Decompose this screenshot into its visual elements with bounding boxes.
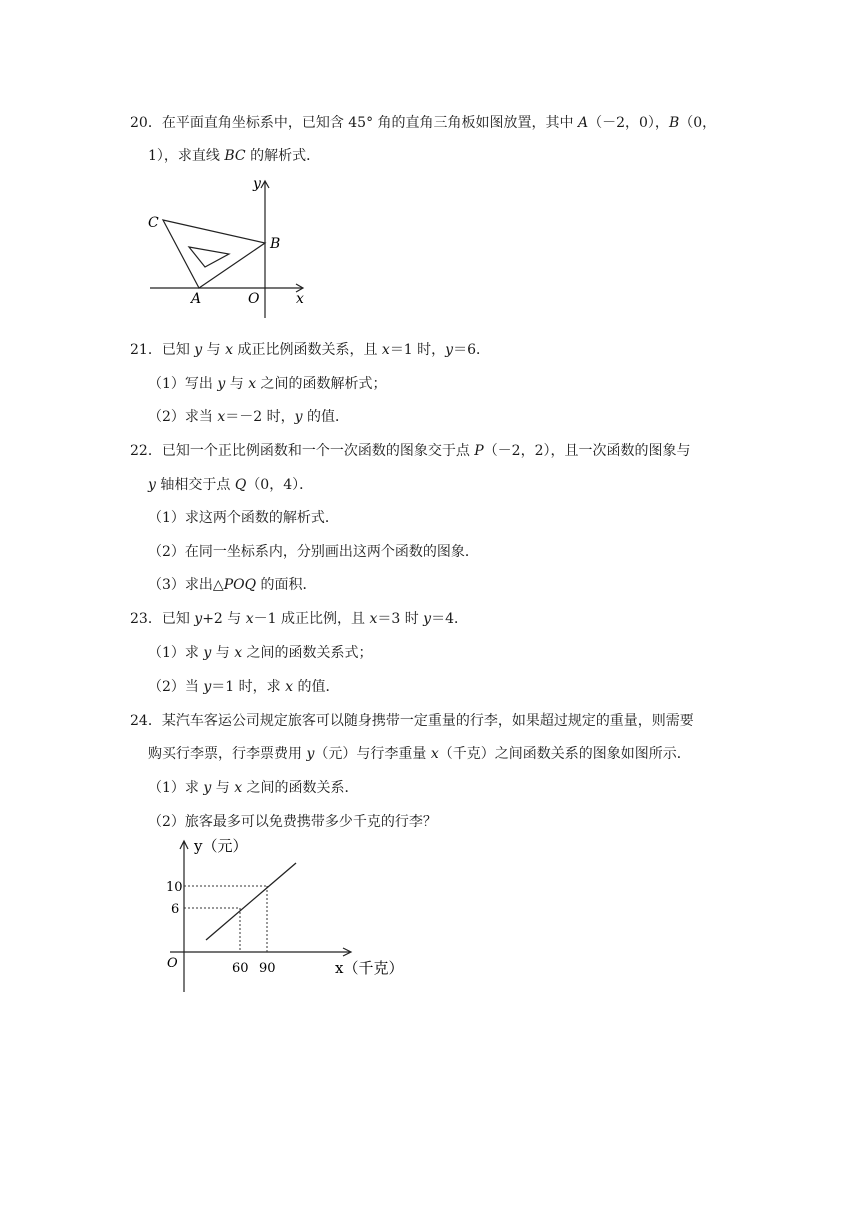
point-q-label: Q <box>234 477 247 493</box>
point-p-label: P <box>474 443 484 459</box>
q22-text-c: 轴相交于点 <box>155 477 235 493</box>
q20-text-2b: 的解析式． <box>245 148 321 164</box>
origin-label: O <box>167 956 178 971</box>
var-x: x <box>369 611 378 627</box>
q22-text-a: 22．已知一个正比例函数和一个一次函数的图象交于点 <box>130 443 475 459</box>
x-axis-label: x（千克） <box>335 959 404 977</box>
var-y: y <box>194 342 203 358</box>
q21-sub2-a: （2）求当 <box>148 409 218 425</box>
q23-sub1-a: （1）求 <box>148 645 204 661</box>
q24-line1: 24．某汽车客运公司规定旅客可以随身携带一定重量的行李，如果超过规定的重量，则需要 <box>130 713 694 729</box>
fig20-label-y: y <box>253 176 261 192</box>
y-tick-10: 10 <box>166 880 183 895</box>
var-x: x <box>225 342 233 358</box>
q22-sub3 <box>148 574 317 594</box>
var-x: x <box>245 611 254 627</box>
var-x: x <box>234 645 243 661</box>
q23-sub2-b: ＝1 时，求 <box>211 679 286 695</box>
inner-triangle <box>189 247 229 267</box>
q24-sub1-c: 之间的函数关系． <box>242 780 359 796</box>
q21-text-d: ＝1 时， <box>389 342 446 358</box>
var-x: x <box>381 342 390 358</box>
var-y: y <box>148 477 156 493</box>
fig20-label-b: B <box>270 236 281 252</box>
q22-line1 <box>130 440 691 460</box>
point-b-label: B <box>668 115 680 131</box>
q21-text-e: ＝6． <box>453 342 491 358</box>
point-b-coords: （0， <box>679 115 717 131</box>
q24-sub1-a: （1）求 <box>148 780 204 796</box>
q23-sub2-a: （2）当 <box>148 679 204 695</box>
q23-sub2-c: 的值． <box>293 679 340 695</box>
q23-text-a: 23．已知 <box>130 611 195 627</box>
q20-triangle-figure <box>140 170 320 322</box>
var-y: y <box>423 611 432 627</box>
q22-sub1: （1）求这两个函数的解析式． <box>148 510 339 526</box>
y-tick-6: 6 <box>171 902 180 917</box>
fig20-label-x: x <box>296 291 304 307</box>
var-y: y <box>203 679 212 695</box>
triangle-poq-label: POQ <box>223 577 257 593</box>
function-line <box>206 863 296 940</box>
var-y: y <box>194 611 203 627</box>
q23-line1 <box>130 608 468 628</box>
q22-sub3-b: 的面积． <box>256 577 317 593</box>
q23-sub1-c: 之间的函数关系式； <box>242 645 373 661</box>
q20-text: 20．在平面直角坐标系中，已知含 45° 角的直角三角板如图放置，其中 <box>130 115 578 131</box>
q24-text-c: （千克）之间函数关系的图象如图所示． <box>438 746 691 762</box>
q24-sub1-b: 与 <box>211 780 235 796</box>
q24-luggage-graph <box>160 832 420 998</box>
q22-text-d: （0，4）． <box>246 477 314 493</box>
q21-sub1-b: 与 <box>225 376 249 392</box>
q23-text-d: ＝3 时 <box>377 611 424 627</box>
var-x: x <box>248 376 257 392</box>
q24-text-a: 购买行李票，行李票费用 <box>148 746 307 762</box>
q22-line2 <box>148 474 313 494</box>
q23-sub1-b: 与 <box>211 645 235 661</box>
fig20-label-a: A <box>191 291 202 307</box>
q21-text-c: 成正比例函数关系，且 <box>233 342 382 358</box>
q23-text-e: ＝4． <box>431 611 469 627</box>
var-y: y <box>203 780 212 796</box>
q21-sub2-b: ＝－2 时， <box>225 409 295 425</box>
q21-sub1 <box>148 373 387 393</box>
x-tick-60: 60 <box>232 961 249 976</box>
var-x: x <box>217 409 226 425</box>
q24-line2 <box>148 743 691 763</box>
point-a-coords: （－2，0）， <box>588 115 669 131</box>
q21-sub1-a: （1）写出 <box>148 376 218 392</box>
q21-text-a: 21．已知 <box>130 342 195 358</box>
outer-triangle <box>163 220 265 288</box>
q20-text-2a: 1），求直线 <box>148 148 225 164</box>
point-a-label: A <box>577 115 589 131</box>
var-y: y <box>445 342 454 358</box>
fig20-label-c: C <box>148 215 159 231</box>
var-x: x <box>285 679 293 695</box>
line-bc-label: BC <box>224 148 246 164</box>
q21-sub2-c: 的值． <box>302 409 349 425</box>
q22-sub3-a: （3）求出△ <box>148 577 224 593</box>
q23-sub1 <box>148 642 373 662</box>
q24-sub2: （2）旅客最多可以免费携带多少千克的行李？ <box>148 814 437 830</box>
q21-sub1-c: 之间的函数解析式； <box>256 376 387 392</box>
q24-sub1 <box>148 777 359 797</box>
q22-sub2: （2）在同一坐标系内，分别画出这两个函数的图象． <box>148 544 479 560</box>
q23-sub2 <box>148 676 339 696</box>
q20-line2 <box>148 145 320 165</box>
q22-text-b: （－2，2），且一次函数的图象与 <box>483 443 691 459</box>
var-x: x <box>234 780 243 796</box>
q23-text-b: +2 与 <box>202 611 246 627</box>
x-tick-90: 90 <box>259 961 276 976</box>
fig20-label-o: O <box>248 291 260 307</box>
q21-sub2 <box>148 406 349 426</box>
q24-text-b: （元）与行李重量 <box>314 746 431 762</box>
q23-text-c: －1 成正比例，且 <box>253 611 370 627</box>
q21-text-b: 与 <box>202 342 226 358</box>
var-y: y <box>203 645 212 661</box>
q20-line1 <box>130 112 716 132</box>
y-axis-label: y（元） <box>194 837 248 855</box>
var-y: y <box>217 376 226 392</box>
var-x: x <box>430 746 439 762</box>
q21-line1 <box>130 339 490 359</box>
var-y: y <box>294 409 303 425</box>
var-y: y <box>306 746 315 762</box>
